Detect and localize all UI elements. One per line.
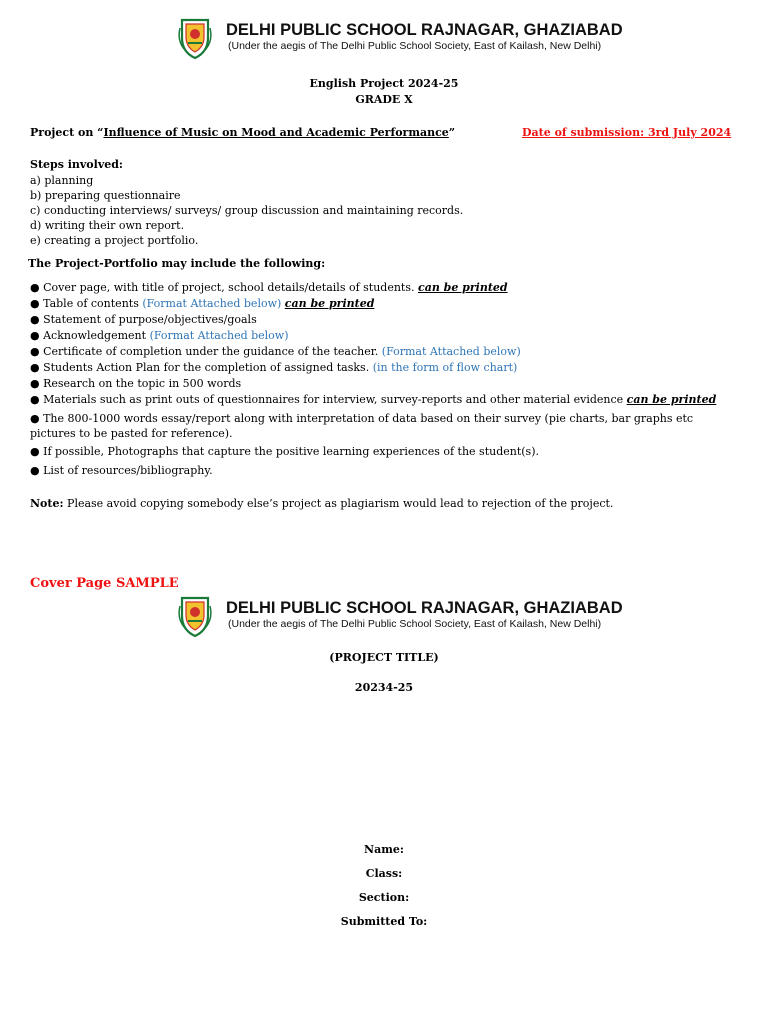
portfolio-item-text: ● The 800-1000 words essay/report along with interpretation of data based on their survey (pie charts, bar graphs etc pictures to be pasted for reference). xyxy=(30,412,694,440)
school-subtitle: (Under the aegis of The Delhi Public School Society, East of Kailash, New Delhi) xyxy=(228,618,602,630)
portfolio-item-text: ● Cover page, with title of project, school details/details of students. xyxy=(30,281,418,294)
school-header xyxy=(178,16,623,62)
project-year-title: English Project 2024-25 xyxy=(309,77,459,90)
portfolio-item-text: ● Materials such as print outs of questionnaires for interview, survey-reports and other material evidence xyxy=(30,393,627,406)
can-be-printed-label: can be printed xyxy=(418,281,508,294)
can-be-printed-label: can be printed xyxy=(284,297,375,310)
portfolio-item-text: ● If possible, Photographs that capture the positive learning experiences of the student(s). xyxy=(30,445,539,458)
format-note: (Format Attached below) xyxy=(149,329,289,342)
portfolio-item xyxy=(30,377,241,391)
cover-project-title: (PROJECT TITLE) xyxy=(329,651,439,664)
format-note: (in the form of flow chart) xyxy=(372,361,518,374)
portfolio-item-text: ● Certificate of completion under the guidance of the teacher. xyxy=(30,345,382,358)
project-topic: Influence of Music on Mood and Academic Performance xyxy=(103,126,449,139)
cover-sample-heading: Cover Page SAMPLE xyxy=(30,576,179,591)
format-note: (Format Attached below) xyxy=(142,297,282,310)
portfolio-item xyxy=(30,361,517,375)
portfolio-item xyxy=(30,329,289,343)
note-label: Note: xyxy=(30,497,64,510)
portfolio-item-text: ● Acknowledgement xyxy=(30,329,150,342)
cover-year: 20234-25 xyxy=(354,681,414,694)
portfolio-item xyxy=(30,411,705,441)
school-crest-icon xyxy=(178,16,212,60)
portfolio-item xyxy=(30,393,716,407)
steps-heading: Steps involved: xyxy=(30,158,123,171)
portfolio-item-text: ● Statement of purpose/objectives/goals xyxy=(30,313,257,326)
portfolio-item xyxy=(30,345,521,359)
can-be-printed-label: can be printed xyxy=(626,393,717,406)
school-crest-icon xyxy=(178,594,212,638)
step-item: c) conducting interviews/ surveys/ group discussion and maintaining records. xyxy=(30,204,464,217)
cover-school-header xyxy=(178,594,623,640)
cover-field-submitted-to: Submitted To: xyxy=(340,915,428,928)
portfolio-item-text: ● Research on the topic in 500 words xyxy=(30,377,242,390)
step-item: a) planning xyxy=(30,174,94,187)
grade-title: GRADE X xyxy=(355,93,413,106)
portfolio-item xyxy=(30,313,257,327)
note-text: Please avoid copying somebody else’s project as plagiarism would lead to rejection of the project. xyxy=(63,497,614,510)
submission-date: Date of submission: 3rd July 2024 xyxy=(522,126,732,139)
cover-field-section: Section: xyxy=(358,891,410,904)
portfolio-item-text: ● Table of contents xyxy=(30,297,143,310)
portfolio-item xyxy=(30,464,213,478)
format-note: (Format Attached below) xyxy=(381,345,521,358)
note-line xyxy=(30,497,613,511)
portfolio-heading: The Project-Portfolio may include the following: xyxy=(28,257,326,270)
cover-field-name: Name: xyxy=(364,843,404,856)
project-suffix: ” xyxy=(448,126,456,139)
portfolio-item xyxy=(30,281,508,295)
school-subtitle: (Under the aegis of The Delhi Public School Society, East of Kailash, New Delhi) xyxy=(228,40,602,52)
step-item: e) creating a project portfolio. xyxy=(30,234,199,247)
project-topic-line xyxy=(30,126,455,140)
portfolio-item xyxy=(30,445,539,459)
portfolio-item-text: ● Students Action Plan for the completion of assigned tasks. xyxy=(30,361,373,374)
cover-field-class: Class: xyxy=(365,867,403,880)
step-item: b) preparing questionnaire xyxy=(30,189,181,202)
step-item: d) writing their own report. xyxy=(30,219,185,232)
project-prefix: Project on “ xyxy=(30,126,104,139)
portfolio-item-text: ● List of resources/bibliography. xyxy=(30,464,213,477)
school-name: DELHI PUBLIC SCHOOL RAJNAGAR, GHAZIABAD xyxy=(226,599,623,617)
portfolio-item xyxy=(30,297,374,311)
school-name: DELHI PUBLIC SCHOOL RAJNAGAR, GHAZIABAD xyxy=(226,21,623,39)
